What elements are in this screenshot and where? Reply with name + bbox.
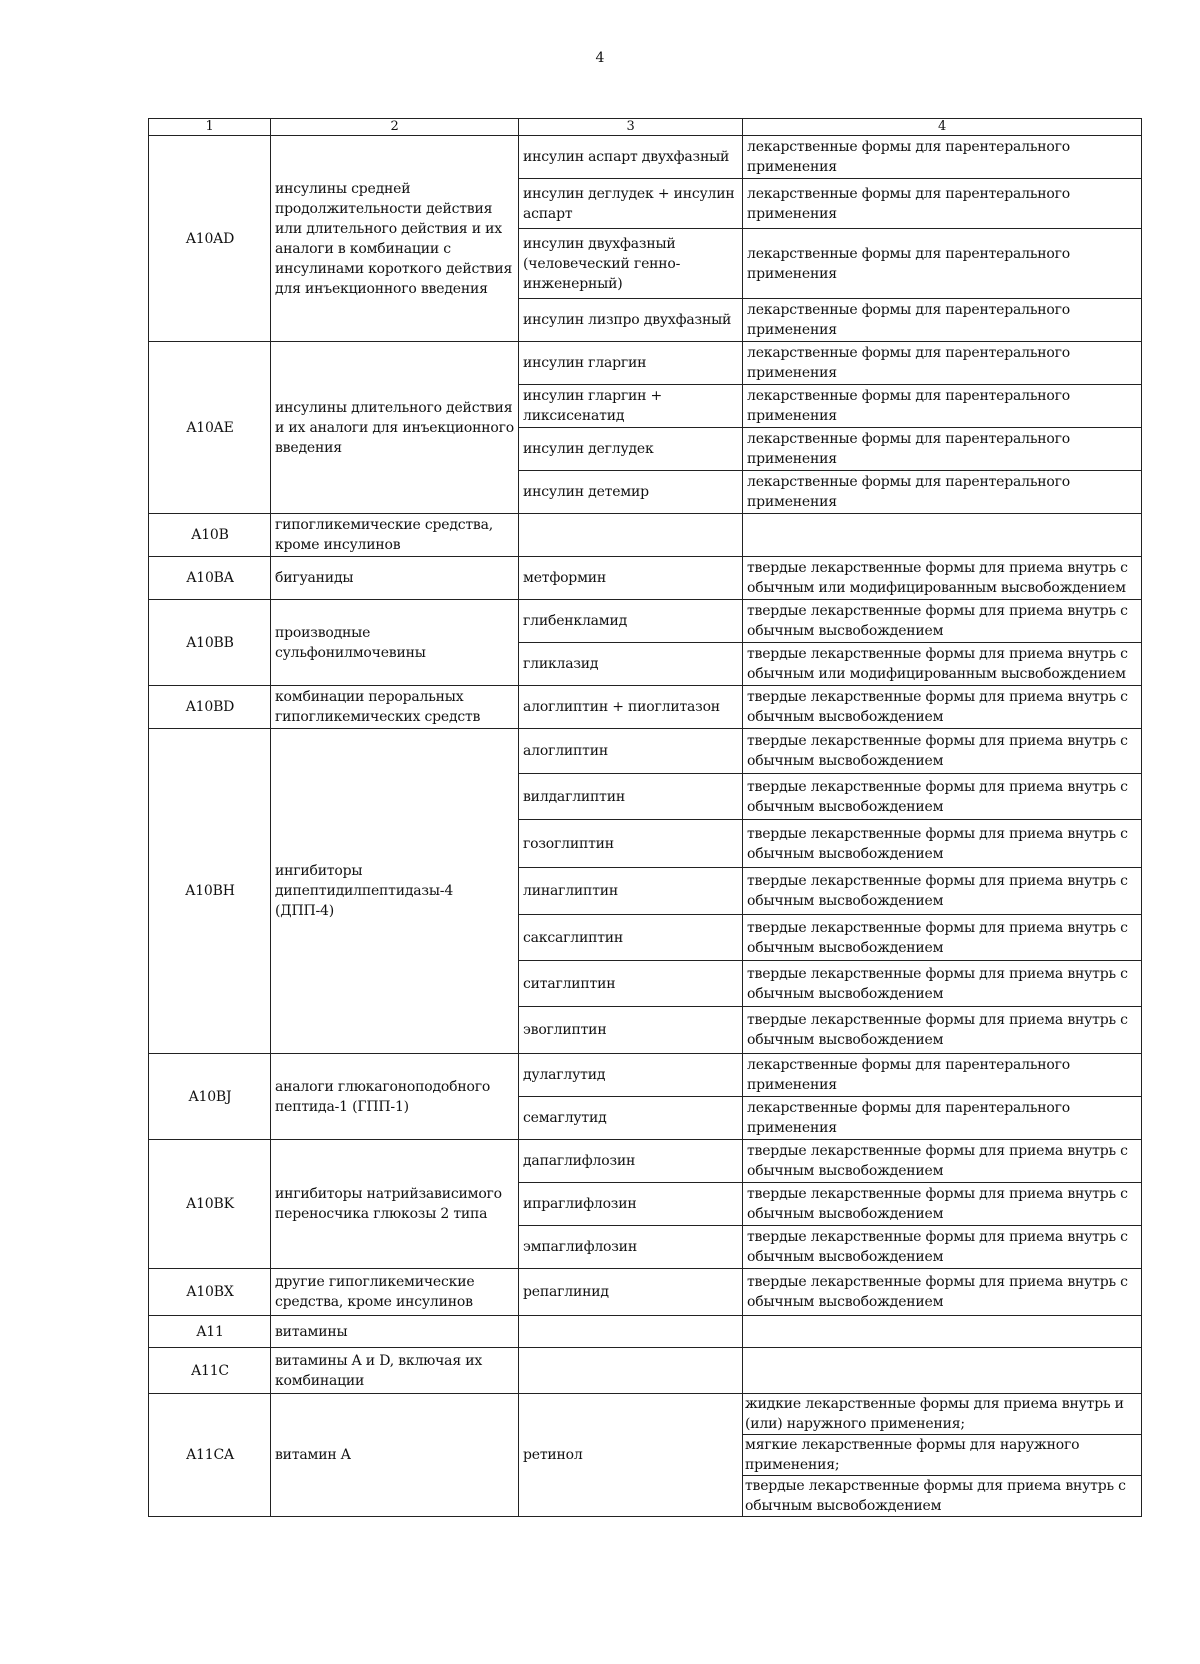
table-row (149, 342, 1142, 385)
table-row (149, 1269, 1142, 1316)
table-row (149, 1054, 1142, 1097)
drug-name-cell: инсулин деглудек (519, 428, 743, 471)
drug-name-cell (519, 1348, 743, 1394)
group-description-cell: ингибиторы натрийзависимого переносчика глюкозы 2 типа (271, 1140, 519, 1269)
table-row (149, 1316, 1142, 1348)
drug-name-cell: инсулин детемир (519, 471, 743, 514)
group-description-cell: инсулины длительного действия и их аналоги для инъекционного введения (271, 342, 519, 514)
group-description-cell: ингибиторы дипептидилпептидазы-4 (ДПП-4) (271, 729, 519, 1054)
atc-code-cell: A10AD (149, 136, 271, 342)
group-description-cell: гипогликемические средства, кроме инсулинов (271, 514, 519, 557)
drug-name-cell: ретинол (519, 1394, 743, 1517)
group-description-cell: инсулины средней продолжительности действия или длительного действия и их аналоги в комбинации с инсулинами короткого действия для инъекционного введения (271, 136, 519, 342)
atc-code-cell: A10BK (149, 1140, 271, 1269)
atc-code-cell: A10AE (149, 342, 271, 514)
dosage-form-cell: твердые лекарственные формы для приема внутрь с обычным высвобождением (743, 729, 1142, 774)
group-description-cell: аналоги глюкагоноподобного пептида-1 (ГПП-1) (271, 1054, 519, 1140)
table-row (149, 557, 1142, 600)
drug-name-cell: гозоглиптин (519, 820, 743, 868)
dosage-form-cell: твердые лекарственные формы для приема внутрь с обычным или модифицированным высвобождением (743, 557, 1142, 600)
drug-name-cell (519, 1316, 743, 1348)
group-description-cell: витамины A и D, включая их комбинации (271, 1348, 519, 1394)
drug-name-cell: дулаглутид (519, 1054, 743, 1097)
drug-name-cell: глибенкламид (519, 600, 743, 643)
dosage-form-list (743, 1394, 1141, 1516)
table-row (149, 729, 1142, 774)
dosage-form-cell: твердые лекарственные формы для приема внутрь с обычным высвобождением (743, 774, 1142, 820)
header-row (149, 119, 1142, 136)
table-row (149, 514, 1142, 557)
dosage-form-cell: твердые лекарственные формы для приема внутрь с обычным высвобождением (743, 1226, 1142, 1269)
drug-name-cell: инсулин двухфазный (человеческий генно-инженерный) (519, 229, 743, 299)
drug-name-cell: алоглиптин (519, 729, 743, 774)
dosage-form-cell: лекарственные формы для парентерального применения (743, 342, 1142, 385)
atc-code-cell: A10BA (149, 557, 271, 600)
atc-code-cell: A11CA (149, 1394, 271, 1517)
dosage-form-cell: лекарственные формы для парентерального применения (743, 428, 1142, 471)
drug-name-cell: линаглиптин (519, 868, 743, 915)
table-row (149, 1348, 1142, 1394)
group-description-cell: производные сульфонилмочевины (271, 600, 519, 686)
dosage-form-cell: лекарственные формы для парентерального применения (743, 1054, 1142, 1097)
drug-name-cell: инсулин деглудек + инсулин аспарт (519, 179, 743, 229)
drug-name-cell: гликлазид (519, 643, 743, 686)
drug-name-cell: алоглиптин + пиоглитазон (519, 686, 743, 729)
drug-name-cell: инсулин гларгин (519, 342, 743, 385)
dosage-form-cell: лекарственные формы для парентерального применения (743, 471, 1142, 514)
dosage-form-cell (743, 1316, 1142, 1348)
table-row (149, 686, 1142, 729)
atc-code-cell: A10BB (149, 600, 271, 686)
dosage-form-cell: твердые лекарственные формы для приема внутрь с обычным высвобождением (743, 820, 1142, 868)
drug-name-cell: метформин (519, 557, 743, 600)
atc-code-cell: A10BH (149, 729, 271, 1054)
atc-code-cell: A10BD (149, 686, 271, 729)
drug-table (148, 118, 1142, 1517)
dosage-form-item (743, 1435, 1141, 1476)
dosage-form-text: твердые лекарственные формы для приема внутрь с обычным высвобождением (743, 1476, 1141, 1517)
drug-name-cell: эвоглиптин (519, 1007, 743, 1054)
atc-code-cell: A11 (149, 1316, 271, 1348)
atc-code-cell: A10BX (149, 1269, 271, 1316)
group-description-cell: витамины (271, 1316, 519, 1348)
column-header-1: 1 (149, 119, 271, 136)
dosage-form-cell: твердые лекарственные формы для приема внутрь с обычным высвобождением (743, 600, 1142, 643)
dosage-form-cell: лекарственные формы для парентерального применения (743, 299, 1142, 342)
group-description-cell: бигуаниды (271, 557, 519, 600)
dosage-form-cell: лекарственные формы для парентерального применения (743, 229, 1142, 299)
dosage-form-cell: твердые лекарственные формы для приема внутрь с обычным или модифицированным высвобождением (743, 643, 1142, 686)
table-row (149, 1140, 1142, 1183)
dosage-form-cell: твердые лекарственные формы для приема внутрь с обычным высвобождением (743, 961, 1142, 1007)
drug-name-cell: дапаглифлозин (519, 1140, 743, 1183)
drug-name-cell: инсулин аспарт двухфазный (519, 136, 743, 179)
drug-name-cell: инсулин гларгин + ликсисенатид (519, 385, 743, 428)
column-header-3: 3 (519, 119, 743, 136)
atc-code-cell: A11C (149, 1348, 271, 1394)
table-row (149, 600, 1142, 643)
drug-name-cell (519, 514, 743, 557)
dosage-form-cell: твердые лекарственные формы для приема внутрь с обычным высвобождением (743, 1140, 1142, 1183)
group-description-cell: витамин A (271, 1394, 519, 1517)
column-header-2: 2 (271, 119, 519, 136)
dosage-form-text: мягкие лекарственные формы для наружного применения; (743, 1435, 1141, 1476)
drug-name-cell: инсулин лизпро двухфазный (519, 299, 743, 342)
drug-name-cell: эмпаглифлозин (519, 1226, 743, 1269)
table-row (149, 1394, 1142, 1517)
dosage-form-cell: твердые лекарственные формы для приема внутрь с обычным высвобождением (743, 1183, 1142, 1226)
dosage-form-cell: твердые лекарственные формы для приема внутрь с обычным высвобождением (743, 915, 1142, 961)
dosage-form-cell: твердые лекарственные формы для приема внутрь с обычным высвобождением (743, 1269, 1142, 1316)
dosage-form-item (743, 1394, 1141, 1435)
drug-name-cell: саксаглиптин (519, 915, 743, 961)
dosage-form-cell (743, 1348, 1142, 1394)
dosage-form-item (743, 1476, 1141, 1517)
atc-code-cell: A10BJ (149, 1054, 271, 1140)
group-description-cell: комбинации пероральных гипогликемических средств (271, 686, 519, 729)
dosage-form-cell: лекарственные формы для парентерального применения (743, 385, 1142, 428)
dosage-form-cell (743, 1394, 1142, 1517)
dosage-form-cell: твердые лекарственные формы для приема внутрь с обычным высвобождением (743, 686, 1142, 729)
dosage-form-text: жидкие лекарственные формы для приема внутрь и (или) наружного применения; (745, 1396, 1124, 1432)
group-description-cell: другие гипогликемические средства, кроме инсулинов (271, 1269, 519, 1316)
dosage-form-cell: лекарственные формы для парентерального применения (743, 1097, 1142, 1140)
dosage-form-cell: твердые лекарственные формы для приема внутрь с обычным высвобождением (743, 1007, 1142, 1054)
atc-code-cell: A10B (149, 514, 271, 557)
drug-name-cell: ипраглифлозин (519, 1183, 743, 1226)
drug-name-cell: семаглутид (519, 1097, 743, 1140)
drug-name-cell: ситаглиптин (519, 961, 743, 1007)
page-number: 4 (595, 50, 605, 66)
dosage-form-cell (743, 514, 1142, 557)
table-row (149, 136, 1142, 179)
dosage-form-cell: твердые лекарственные формы для приема внутрь с обычным высвобождением (743, 868, 1142, 915)
dosage-form-cell: лекарственные формы для парентерального применения (743, 179, 1142, 229)
drug-name-cell: репаглинид (519, 1269, 743, 1316)
column-header-4: 4 (743, 119, 1142, 136)
drug-name-cell: вилдаглиптин (519, 774, 743, 820)
dosage-form-cell: лекарственные формы для парентерального применения (743, 136, 1142, 179)
